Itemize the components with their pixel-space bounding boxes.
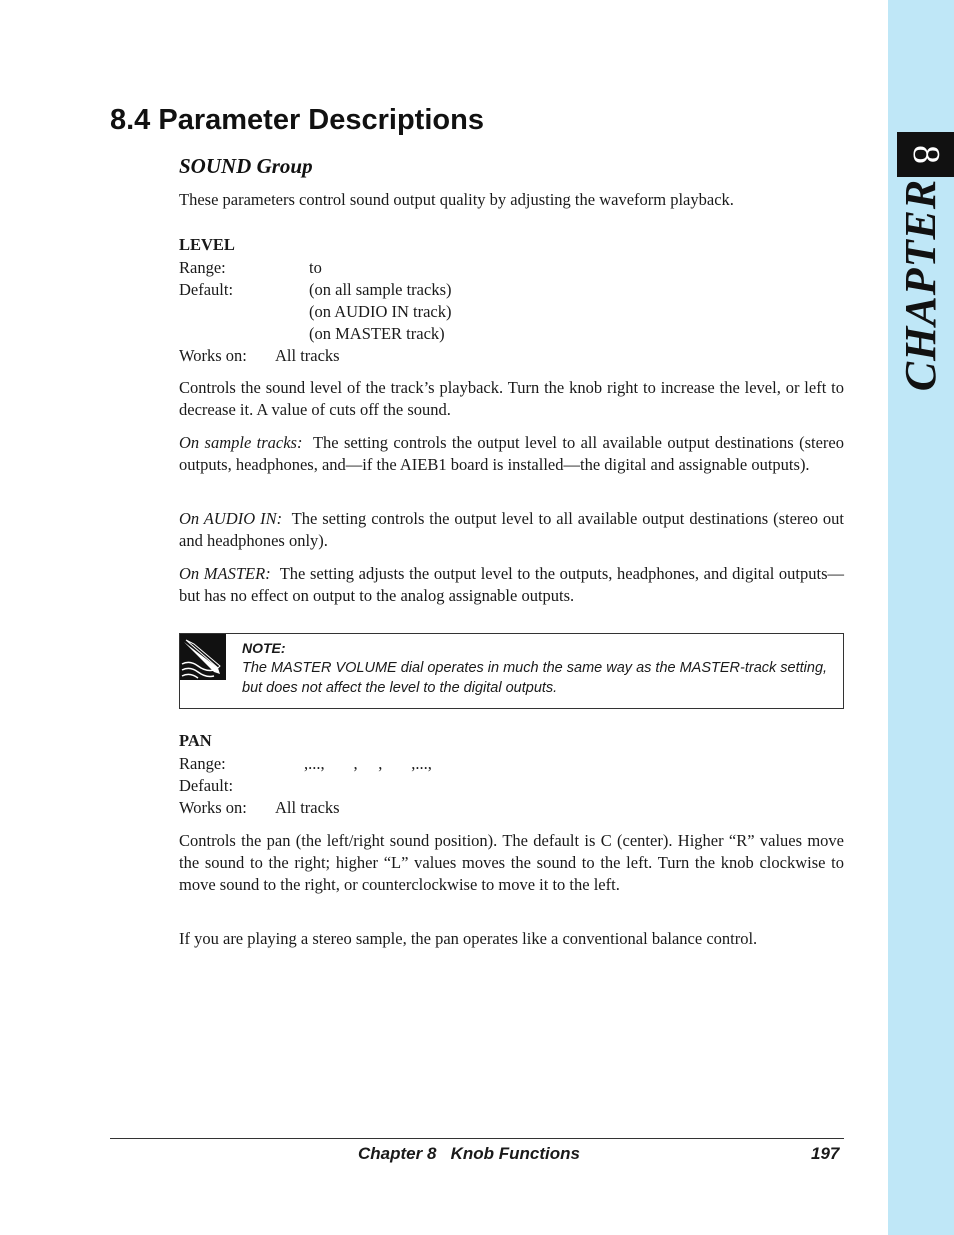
level-sample-lead: On sample tracks:: [179, 433, 303, 452]
pan-range-value: ,..., , , ,...,: [304, 754, 432, 773]
footer-page-number: 197: [811, 1144, 840, 1163]
level-default-audio: (on AUDIO IN track): [309, 302, 452, 321]
level-heading: LEVEL: [179, 235, 235, 254]
pan-works-label: Works on:: [179, 798, 247, 817]
footer-rule: [110, 1138, 844, 1139]
pan-works-value: All tracks: [275, 798, 340, 817]
pan-heading: PAN: [179, 731, 212, 750]
note-text: The MASTER VOLUME dial operates in much the same way as the MASTER-track setting, but does not affect the level to the digital outputs.: [242, 660, 828, 696]
level-default-master: (on MASTER track): [309, 324, 445, 343]
pan-description: Controls the pan (the left/right sound position). The default is C (center). Higher “R” values move the sound to the right; higher “L” values moves the sound to the left. Turn the knob clockwise to move sound to the right, or counterclockwise to move it to the left.: [179, 831, 844, 894]
group-title: SOUND Group: [179, 154, 313, 178]
level-audio-lead: On AUDIO IN:: [179, 509, 283, 528]
level-master-text: The setting adjusts the output level to the outputs, headphones, and digital outputs—but has no effect on output to the analog assignable outputs.: [179, 564, 845, 605]
level-audio-text: The setting controls the output level to all available output destinations (stereo out and headphones only).: [179, 509, 845, 550]
level-sample-text: The setting controls the output level to all available output destinations (stereo outputs, headphones, and—if the AIEB1 board is installed—the digital and assignable outputs).: [179, 433, 844, 474]
chapter-number: 8: [905, 145, 947, 164]
level-works-value: All tracks: [275, 346, 340, 365]
level-master-lead: On MASTER:: [179, 564, 271, 583]
level-range-value: to: [309, 258, 322, 277]
pan-range-label: Range:: [179, 754, 226, 773]
level-default-label: Default:: [179, 280, 234, 299]
level-description: Controls the sound level of the track’s playback. Turn the knob right to increase the level, or left to decrease it. A value of cuts off the sound.: [179, 378, 844, 419]
section-title: 8.4 Parameter Descriptions: [110, 104, 484, 136]
level-range-label: Range:: [179, 258, 226, 277]
level-master-paragraph: [179, 563, 844, 607]
intro-text: These parameters control sound output quality by adjusting the waveform playback.: [179, 190, 734, 209]
footer-chapter-title: Chapter 8 Knob Functions: [358, 1144, 580, 1163]
note-label: NOTE:: [242, 640, 286, 656]
pencil-note-icon: [180, 634, 226, 680]
note-box: [179, 633, 844, 709]
level-default-sample: (on all sample tracks): [309, 280, 452, 299]
pan-default-label: Default:: [179, 776, 234, 795]
pencil-note-icon-graphic: [180, 634, 226, 680]
level-sample-paragraph: [179, 432, 844, 476]
pan-stereo-note: If you are playing a stereo sample, the pan operates like a conventional balance control.: [179, 929, 758, 948]
chapter-word: CHAPTER: [896, 178, 945, 392]
level-works-label: Works on:: [179, 346, 247, 365]
level-audio-paragraph: [179, 508, 844, 552]
